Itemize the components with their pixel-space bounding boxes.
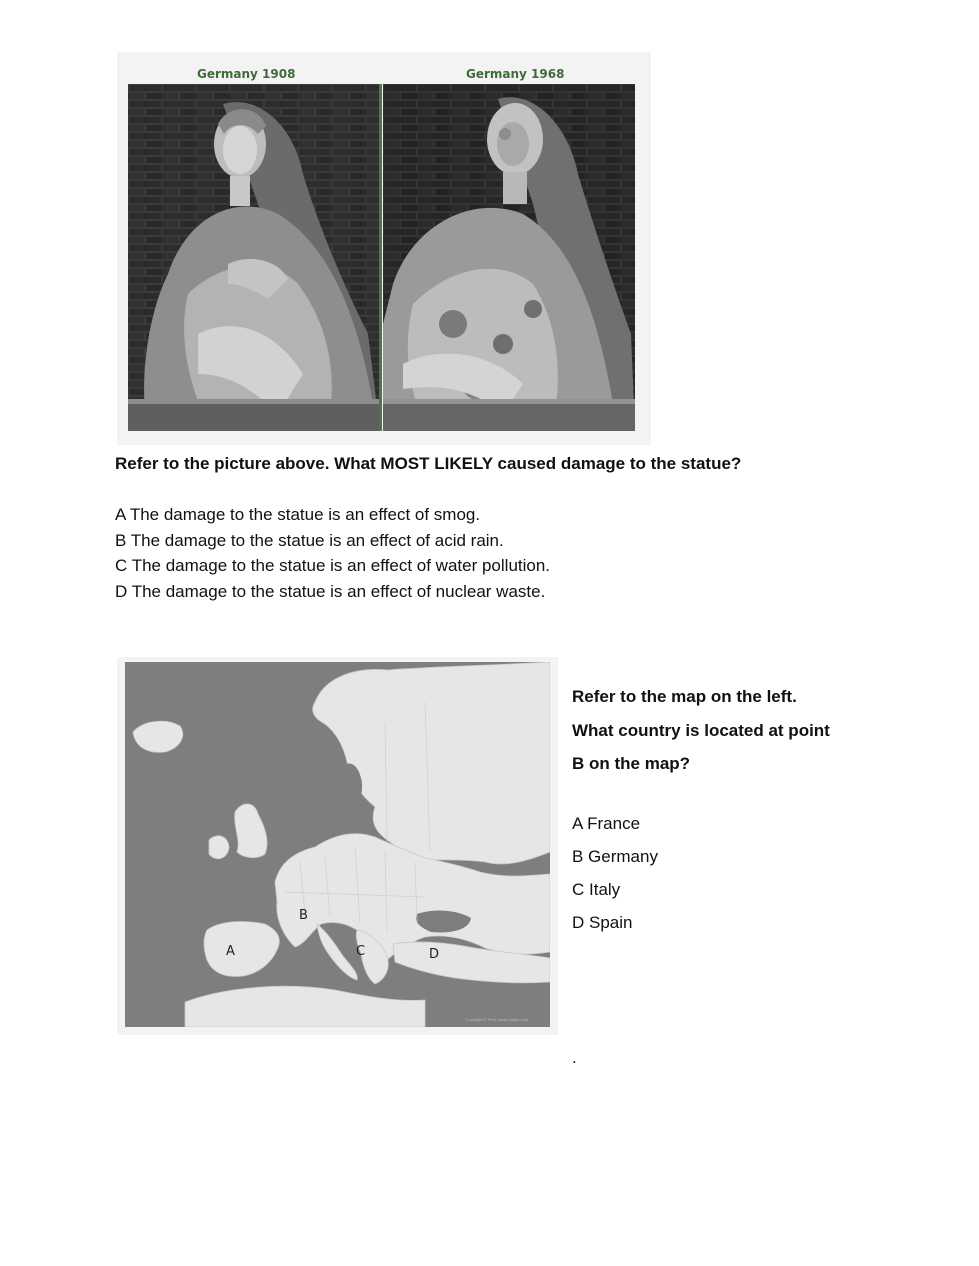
europe-map-figure	[117, 657, 558, 1035]
trailing-period: .	[572, 1048, 577, 1067]
caption-germany-1968: Germany 1968	[466, 67, 565, 81]
map-point-b: B	[299, 908, 308, 923]
question1-option-b: B The damage to the statue is an effect of acid rain.	[115, 530, 504, 550]
statue-comparison-figure	[117, 52, 651, 445]
caption-germany-1908: Germany 1908	[197, 67, 296, 81]
question2-option-a: A France	[572, 814, 641, 833]
question2-option-c: C Italy	[572, 880, 621, 899]
map-credit: Copyright © Free Vector Maps.com	[465, 1017, 528, 1022]
statue-photo-1968	[383, 84, 635, 431]
question1-options	[115, 504, 550, 606]
question2-option-b: B Germany	[572, 847, 658, 866]
question1-prompt: Refer to the picture above. What MOST LIKELY caused damage to the statue?	[115, 454, 742, 473]
photo-divider	[379, 84, 382, 431]
question2-options	[572, 811, 658, 943]
europe-map	[125, 662, 550, 1027]
question2-option-d: D Spain	[572, 913, 633, 932]
question1-option-d: D The damage to the statue is an effect of nuclear waste.	[115, 581, 546, 601]
question1-option-c: C The damage to the statue is an effect of water pollution.	[115, 556, 551, 575]
map-point-d: D	[429, 947, 440, 962]
question2-prompt-line: What country is located at point	[572, 720, 830, 740]
map-point-c: C	[356, 944, 366, 959]
map-point-a: A	[226, 944, 235, 959]
europe-map-drawing	[125, 662, 550, 1027]
question2-prompt	[572, 680, 882, 781]
question2-prompt-line: B on the map?	[572, 754, 691, 773]
question2-prompt-line: Refer to the map on the left.	[572, 687, 797, 706]
question1-option-a: A The damage to the statue is an effect of smog.	[115, 505, 481, 524]
statue-photo-1908	[128, 84, 380, 431]
